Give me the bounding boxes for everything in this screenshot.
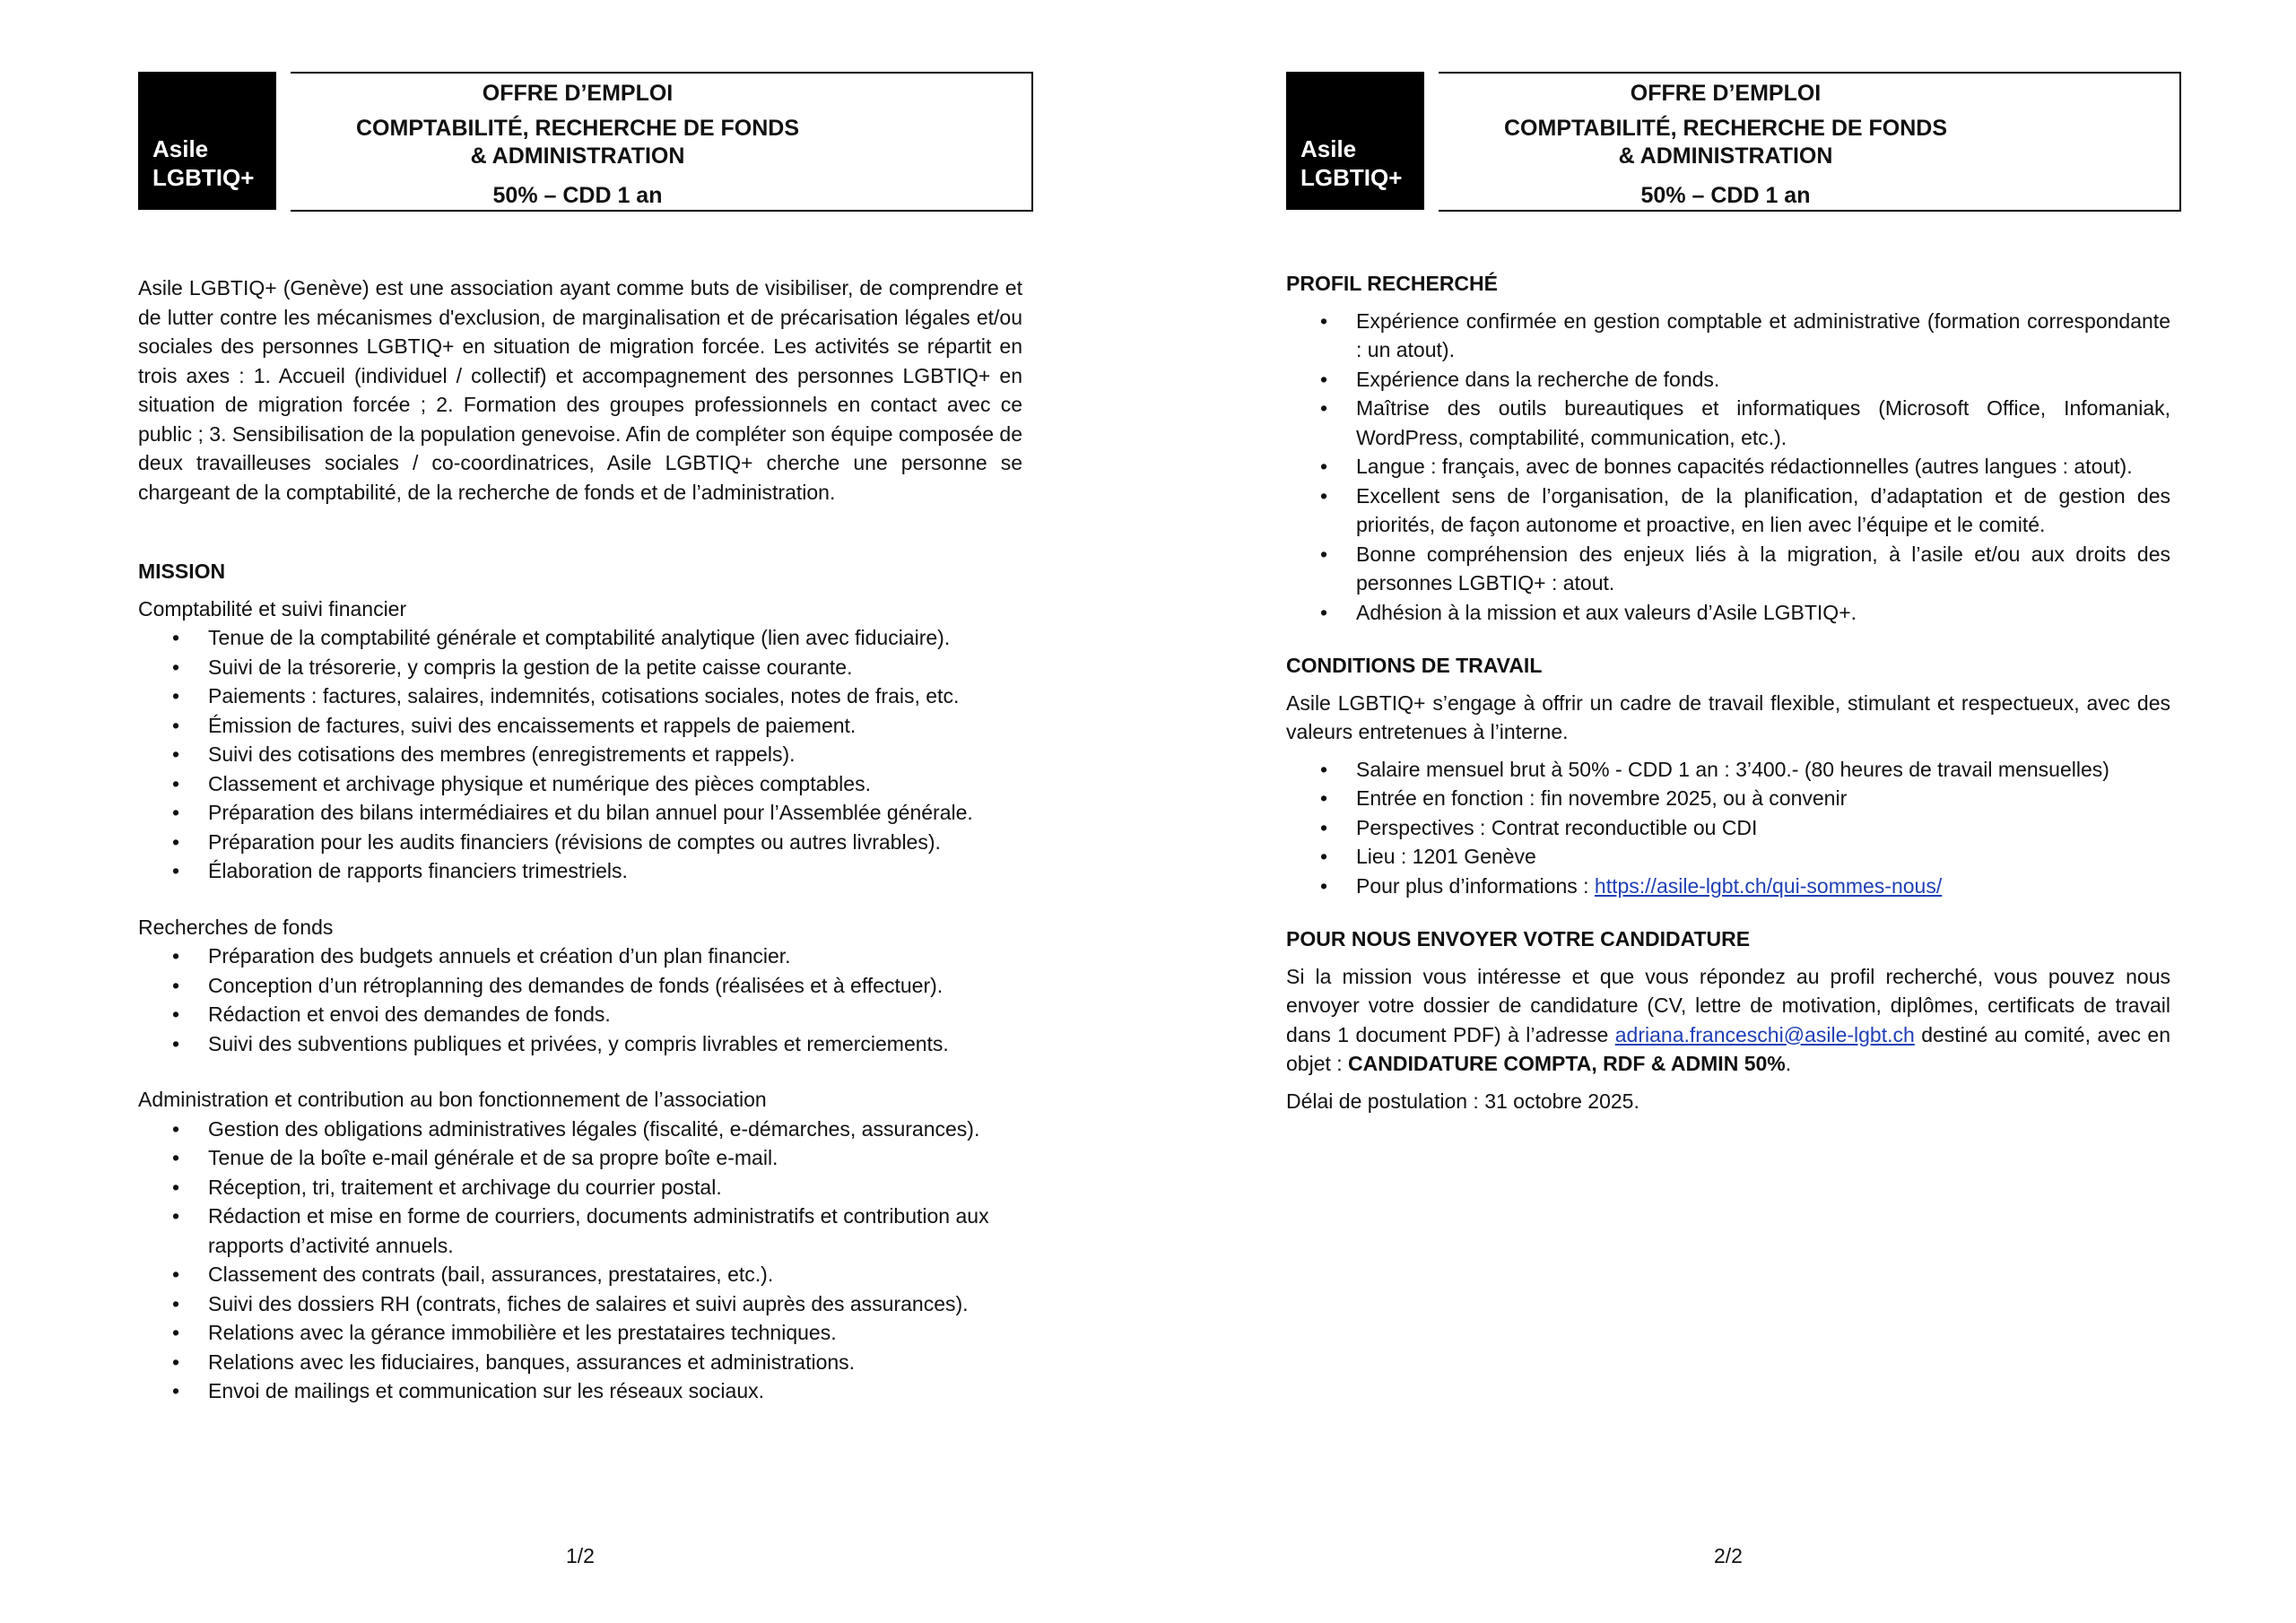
list-item bbox=[172, 798, 1022, 828]
bullet-icon: • bbox=[172, 801, 180, 824]
more-info-label: Pour plus d’informations : bbox=[1356, 873, 1595, 898]
bullet-icon: • bbox=[1320, 786, 1328, 810]
page-header bbox=[138, 72, 1033, 210]
list-item-text: Envoi de mailings et communication sur les réseaux sociaux. bbox=[208, 1379, 765, 1402]
list-item bbox=[172, 1173, 1022, 1202]
list-item bbox=[1320, 307, 2170, 365]
bullet-icon: • bbox=[172, 829, 180, 854]
list-item-text: Excellent sens de l’organisation, de la planification, d’adaptation et de gestion des priorités, de façon autonome et proactive, en lien avec l’équipe et le comité. bbox=[1356, 483, 2170, 536]
apply-subject: CANDIDATURE COMPTA, RDF & ADMIN 50% bbox=[1348, 1052, 1786, 1075]
list-item bbox=[172, 1348, 1022, 1377]
job-contract: 50% – CDD 1 an bbox=[492, 183, 663, 208]
list-item-text: Langue : français, avec de bonnes capacités rédactionnelles (autres langues : atout). bbox=[1356, 455, 2133, 478]
bullet-icon: • bbox=[172, 1350, 180, 1374]
header-title-box bbox=[1439, 72, 2181, 212]
list-item bbox=[172, 1260, 1022, 1289]
page-number: 1/2 bbox=[566, 1544, 595, 1567]
list-item bbox=[172, 1289, 1022, 1319]
list-item-text: Adhésion à la mission et aux valeurs d’Asile LGBTIQ+. bbox=[1356, 600, 1857, 624]
list-item-text: Suivi des dossiers RH (contrats, fiches de salaires et suivi auprès des assurances). bbox=[208, 1291, 969, 1315]
job-subtitle-line-1: COMPTABILITÉ, RECHERCHE DE FONDS bbox=[356, 116, 799, 141]
job-offer-title: OFFRE D’EMPLOI bbox=[1630, 81, 1822, 106]
deadline-text: Délai de postulation : 31 octobre 2025. bbox=[1286, 1089, 1639, 1113]
bullet-icon: • bbox=[1320, 455, 1328, 478]
logo-line-2: LGBTIQ+ bbox=[1300, 164, 1403, 191]
list-item-text: Expérience confirmée en gestion comptable et administrative (formation correspondante : un atout). bbox=[1356, 308, 2170, 361]
bullet-icon: • bbox=[1320, 845, 1328, 868]
job-contract: 50% – CDD 1 an bbox=[1640, 183, 1811, 208]
list-item-text: Bonne compréhension des enjeux liés à la migration, à l’asile et/ou aux droits des personnes LGBTIQ+ : atout. bbox=[1356, 542, 2170, 595]
bullet-icon: • bbox=[172, 684, 180, 707]
bullet-icon: • bbox=[1320, 308, 1328, 333]
list-item bbox=[172, 740, 1022, 769]
list-item bbox=[172, 1000, 1022, 1029]
page-number: 2/2 bbox=[1714, 1544, 1743, 1567]
bullet-icon: • bbox=[172, 1175, 180, 1199]
list-item bbox=[172, 623, 1022, 653]
bullet-icon: • bbox=[1320, 396, 1328, 420]
email-link[interactable]: adriana.franceschi@asile-lgbt.ch bbox=[1614, 1022, 1915, 1046]
section-title: Administration et contribution au bon fonctionnement de l’association bbox=[138, 1088, 767, 1111]
list-item bbox=[172, 653, 1022, 682]
list-item bbox=[172, 1202, 1022, 1260]
bullet-icon: • bbox=[172, 1321, 180, 1344]
conditions-intro: Asile LGBTIQ+ s’engage à offrir un cadre de travail flexible, stimulant et respectueux, avec des valeurs entretenues à l’interne. bbox=[1286, 690, 2170, 743]
bullet-icon: • bbox=[1320, 757, 1328, 781]
list-item-text: Perspectives : Contrat reconductible ou CDI bbox=[1356, 815, 1758, 839]
list-item-text: Gestion des obligations administratives légales (fiscalité, e-démarches, assurances). bbox=[208, 1116, 980, 1141]
section-list bbox=[138, 623, 1022, 886]
more-info-list bbox=[1286, 872, 2170, 901]
apply-heading: POUR NOUS ENVOYER VOTRE CANDIDATURE bbox=[1286, 927, 1751, 950]
list-item-text: Suivi des subventions publiques et privées, y compris livrables et remerciements. bbox=[208, 1031, 949, 1055]
section-list bbox=[138, 942, 1022, 1058]
apply-text-before: Si la mission vous intéresse et que vous répondez au profil recherché, vous pouvez nous envoyer votre dossier de candidature (CV, lettre de motivation, diplômes, certificats de travail dans 1 document PDF) à l’adresse bbox=[1286, 964, 2170, 1046]
section-list bbox=[138, 1115, 1022, 1406]
bullet-icon: • bbox=[172, 1031, 180, 1055]
list-item-text: Salaire mensuel brut à 50% - CDD 1 an : 3’400.- (80 heures de travail mensuelles) bbox=[1356, 757, 2109, 781]
logo-line-1: Asile bbox=[1300, 135, 1357, 162]
list-item bbox=[1320, 842, 2170, 872]
more-info-item: • Pour plus d’informations : https://asile-lgbt.ch/qui-sommes-nous/ bbox=[1320, 873, 1943, 898]
mission-heading: MISSION bbox=[138, 560, 226, 583]
list-item bbox=[172, 1376, 1022, 1406]
bullet-icon: • bbox=[172, 655, 180, 679]
document-page-2 bbox=[1148, 0, 2296, 1623]
list-item-text: Maîtrise des outils bureautiques et informatiques (Microsoft Office, Infomaniak, WordPress, comptabilité, communication, etc.). bbox=[1356, 396, 2170, 449]
apply-text-middle: destiné au comité, avec en objet : bbox=[1286, 1022, 2171, 1075]
list-item bbox=[1320, 540, 2170, 598]
bullet-icon: • bbox=[1320, 600, 1328, 624]
conditions-list bbox=[1286, 755, 2170, 872]
bullet-icon: • bbox=[1320, 483, 1328, 508]
bullet-icon: • bbox=[172, 1263, 180, 1286]
website-link[interactable]: https://asile-lgbt.ch/qui-sommes-nous/ bbox=[1594, 873, 1943, 898]
list-item-text: Relations avec la gérance immobilière et les prestataires techniques. bbox=[208, 1321, 837, 1344]
bullet-icon: • bbox=[1320, 815, 1328, 839]
list-item-text: Préparation des budgets annuels et création d’un plan financier. bbox=[208, 944, 791, 968]
list-item-text: Expérience dans la recherche de fonds. bbox=[1356, 367, 1720, 391]
list-item bbox=[1320, 482, 2170, 540]
page-header bbox=[1286, 72, 2181, 210]
job-subtitle-line-1: COMPTABILITÉ, RECHERCHE DE FONDS bbox=[1504, 116, 1947, 141]
bullet-icon: • bbox=[1320, 542, 1328, 566]
section-title: Recherches de fonds bbox=[138, 915, 334, 939]
list-item-text: Conception d’un rétroplanning des demandes de fonds (réalisées et à effectuer). bbox=[208, 973, 944, 997]
page-2-content bbox=[1286, 269, 2170, 1115]
logo-line-1: Asile bbox=[152, 135, 209, 162]
list-item bbox=[1320, 394, 2170, 452]
intro-paragraph: Asile LGBTIQ+ (Genève) est une association ayant comme buts de visibiliser, de comprendre et de lutter contre les mécanismes d'exclusion, de marginalisation et de précarisation légales et/ou sociales des personnes LGBTIQ+ en situation de migration forcée. Les activités se répartit en trois axes : 1. Accueil (individuel / collectif) et accompagnement des personnes LGBTIQ+ en situation de migration forcée ; 2. Formation des groupes professionnels en contact avec ce public ; 3. Sensibilisation de la population genevoise. Afin de compléter son équipe composée de deux travailleuses sociales / co-coordinatrices, Asile LGBTIQ+ cherche une personne se chargeant de la comptabilité, de la recherche de fonds et de l’administration. bbox=[138, 276, 1022, 504]
conditions-heading: CONDITIONS DE TRAVAIL bbox=[1286, 654, 1543, 677]
bullet-icon: • bbox=[172, 973, 180, 997]
list-item bbox=[172, 1318, 1022, 1348]
apply-paragraph bbox=[1286, 962, 2170, 1079]
list-item-text: Lieu : 1201 Genève bbox=[1356, 845, 1536, 868]
list-item-text: Suivi de la trésorerie, y compris la gestion de la petite caisse courante. bbox=[208, 655, 853, 679]
list-item bbox=[1320, 365, 2170, 395]
bullet-icon: • bbox=[172, 1002, 180, 1026]
bullet-icon: • bbox=[172, 771, 180, 795]
job-subtitle-line-2: & ADMINISTRATION bbox=[1618, 143, 1833, 169]
bullet-icon: • bbox=[172, 1291, 180, 1315]
list-item-text: Tenue de la comptabilité générale et comptabilité analytique (lien avec fiduciaire). bbox=[208, 626, 951, 649]
logo-line-2: LGBTIQ+ bbox=[152, 164, 255, 191]
bullet-icon: • bbox=[172, 944, 180, 968]
job-offer-title: OFFRE D’EMPLOI bbox=[482, 81, 674, 106]
list-item-text: Tenue de la boîte e-mail générale et de sa propre boîte e-mail. bbox=[208, 1146, 778, 1169]
page-1-content bbox=[138, 273, 1022, 1406]
list-item bbox=[172, 769, 1022, 799]
list-item bbox=[1320, 755, 2170, 785]
list-item-text: Classement et archivage physique et numérique des pièces comptables. bbox=[208, 771, 871, 795]
bullet-icon: • bbox=[172, 1146, 180, 1169]
list-item bbox=[1320, 784, 2170, 813]
bullet-icon: • bbox=[172, 742, 180, 766]
profile-list bbox=[1286, 307, 2170, 628]
list-item bbox=[172, 1143, 1022, 1173]
list-item bbox=[172, 1029, 1022, 1059]
list-item bbox=[172, 942, 1022, 971]
bullet-icon: • bbox=[172, 859, 180, 882]
bullet-icon: • bbox=[172, 1204, 180, 1228]
apply-text-end: . bbox=[1785, 1052, 1792, 1075]
list-item-text: Suivi des cotisations des membres (enregistrements et rappels). bbox=[208, 742, 796, 766]
list-item bbox=[172, 828, 1022, 857]
section-title: Comptabilité et suivi financier bbox=[138, 596, 407, 621]
profile-heading: PROFIL RECHERCHÉ bbox=[1286, 272, 1498, 295]
asile-lgbtiq-logo bbox=[138, 72, 276, 210]
job-subtitle-line-2: & ADMINISTRATION bbox=[470, 143, 685, 169]
header-title-box bbox=[291, 72, 1033, 212]
list-item bbox=[1320, 452, 2170, 482]
list-item bbox=[172, 1115, 1022, 1144]
list-item-text: Classement des contrats (bail, assurances, prestataires, etc.). bbox=[208, 1263, 774, 1286]
list-item-text: Rédaction et mise en forme de courriers, documents administratifs et contribution aux rapports d’activité annuels. bbox=[208, 1204, 989, 1257]
list-item-text: Relations avec les fiduciaires, banques, assurances et administrations. bbox=[208, 1350, 856, 1374]
bullet-icon: • bbox=[172, 713, 180, 737]
bullet-icon: • bbox=[172, 1116, 180, 1141]
list-item bbox=[172, 711, 1022, 741]
bullet-icon: • bbox=[172, 1379, 180, 1402]
list-item-text: Paiements : factures, salaires, indemnités, cotisations sociales, notes de frais, etc. bbox=[208, 684, 960, 707]
list-item-text: Élaboration de rapports financiers trimestriels. bbox=[208, 859, 628, 882]
bullet-icon: • bbox=[172, 626, 180, 649]
list-item bbox=[172, 856, 1022, 886]
list-item-text: Entrée en fonction : fin novembre 2025, ou à convenir bbox=[1356, 786, 1848, 810]
list-item-text: Préparation pour les audits financiers (révisions de comptes ou autres livrables). bbox=[208, 829, 941, 854]
list-item bbox=[1320, 813, 2170, 843]
list-item bbox=[172, 681, 1022, 711]
asile-lgbtiq-logo bbox=[1286, 72, 1424, 210]
list-item bbox=[172, 971, 1022, 1001]
list-item-text: Réception, tri, traitement et archivage du courrier postal. bbox=[208, 1175, 722, 1199]
list-item-text: Préparation des bilans intermédiaires et du bilan annuel pour l’Assemblée générale. bbox=[208, 801, 973, 824]
bullet-icon: • bbox=[1320, 367, 1328, 391]
list-item bbox=[1320, 598, 2170, 628]
list-item-text: Émission de factures, suivi des encaissements et rappels de paiement. bbox=[208, 713, 857, 737]
list-item-text: Rédaction et envoi des demandes de fonds. bbox=[208, 1002, 611, 1026]
